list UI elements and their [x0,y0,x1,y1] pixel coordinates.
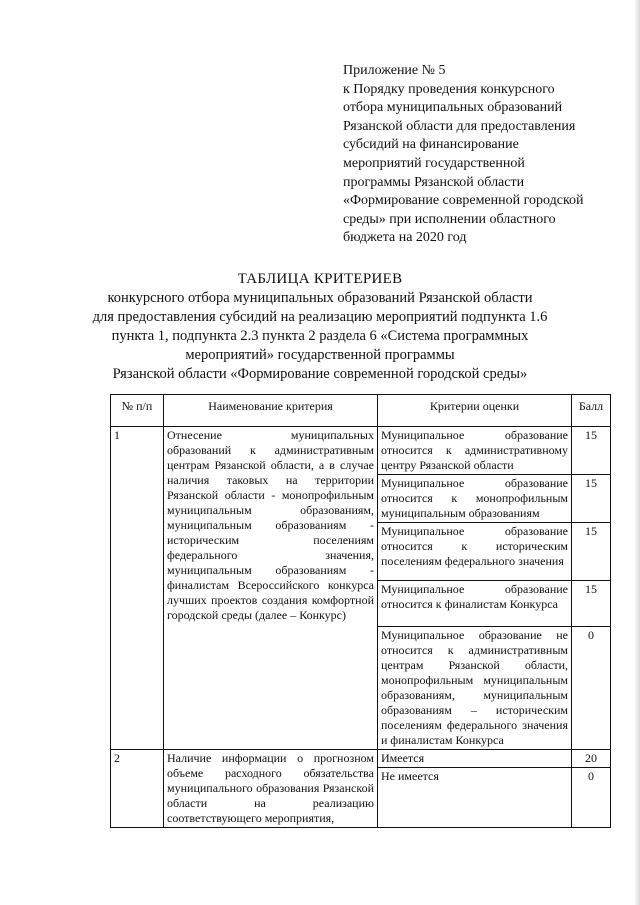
criterion-option: Не имеется [378,768,572,828]
appendix-line: отбора муниципальных образований [343,100,563,116]
row-number: 2 [111,750,164,828]
header-score: Балл [572,395,611,427]
appendix-line: среды» при исполнении областного [343,211,556,227]
title-line: конкурсного отбора муниципальных образований Рязанской области [107,290,533,306]
title-line: Рязанской области «Формирование современной городской среды» [112,366,528,382]
title-heading: ТАБЛИЦА КРИТЕРИЕВ [237,271,403,287]
criterion-score: 15 [572,523,611,581]
appendix-line: «Формирование современной городской [343,193,584,209]
title-line: для предоставления субсидий на реализацию мероприятий подпункта 1.6 [92,309,548,325]
appendix-line: Рязанской области для предоставления [343,118,576,134]
page-edge-shadow [634,0,640,905]
row-number: 1 [111,427,164,750]
criterion-option: Муниципальное образование относится к монопрофильным муниципальным образованиям [378,475,572,523]
criteria-table [110,394,611,828]
appendix-block [343,62,613,248]
appendix-line: Приложение № 5 [343,63,446,78]
criterion-option: Муниципальное образование относится к финалистам Конкурса [378,581,572,627]
table-row [111,750,611,768]
criterion-score: 20 [572,750,611,768]
document-title [0,270,640,384]
criterion-name: Отнесение муниципальных образований к административным центрам Рязанской области, а в случае наличия таковых на территории Рязанской области - монопрофильным муниципальным образованиям, муниципальным образованиям - историческим поселениям федерального значения, муниципальным образованиям - финалистам Всероссийского конкурса лучших проектов создания комфортной городской среды (далее – Конкурс) [164,427,378,750]
criterion-name: Наличие информации о прогнозном объеме расходного обязательства муниципального образования Рязанской области на реализацию соответствующего мероприятия, [164,750,378,828]
table-header-row [111,395,611,427]
criterion-score: 0 [572,627,611,750]
appendix-line: к Порядку проведения конкурсного [343,81,555,97]
criterion-option: Муниципальное образование относится к историческим поселениям федерального значения [378,523,572,581]
appendix-line: бюджета на 2020 год [343,230,467,246]
criterion-option: Муниципальное образование относится к административному центру Рязанской области [378,427,572,475]
criterion-score: 0 [572,768,611,828]
criterion-score: 15 [572,581,611,627]
appendix-line: программы Рязанской области [343,174,525,190]
title-line: мероприятий» государственной программы [185,347,455,363]
appendix-line: субсидий на финансирование [343,137,519,153]
header-num: № п/п [111,395,164,427]
table-row [111,427,611,475]
header-name: Наименование критерия [164,395,378,427]
header-criteria: Критерии оценки [378,395,572,427]
criterion-score: 15 [572,475,611,523]
criterion-option: Имеется [378,750,572,768]
criterion-option: Муниципальное образование не относится к административным центрам Рязанской области, монопрофильным муниципальным образованиям, муниципальным образованиям – историческим поселениям федерального значения и финалистам Конкурса [378,627,572,750]
criterion-score: 15 [572,427,611,475]
title-line: пункта 1, подпункта 2.3 пункта 2 раздела 6 «Система программных [111,328,529,344]
appendix-line: мероприятий государственной [343,155,525,171]
